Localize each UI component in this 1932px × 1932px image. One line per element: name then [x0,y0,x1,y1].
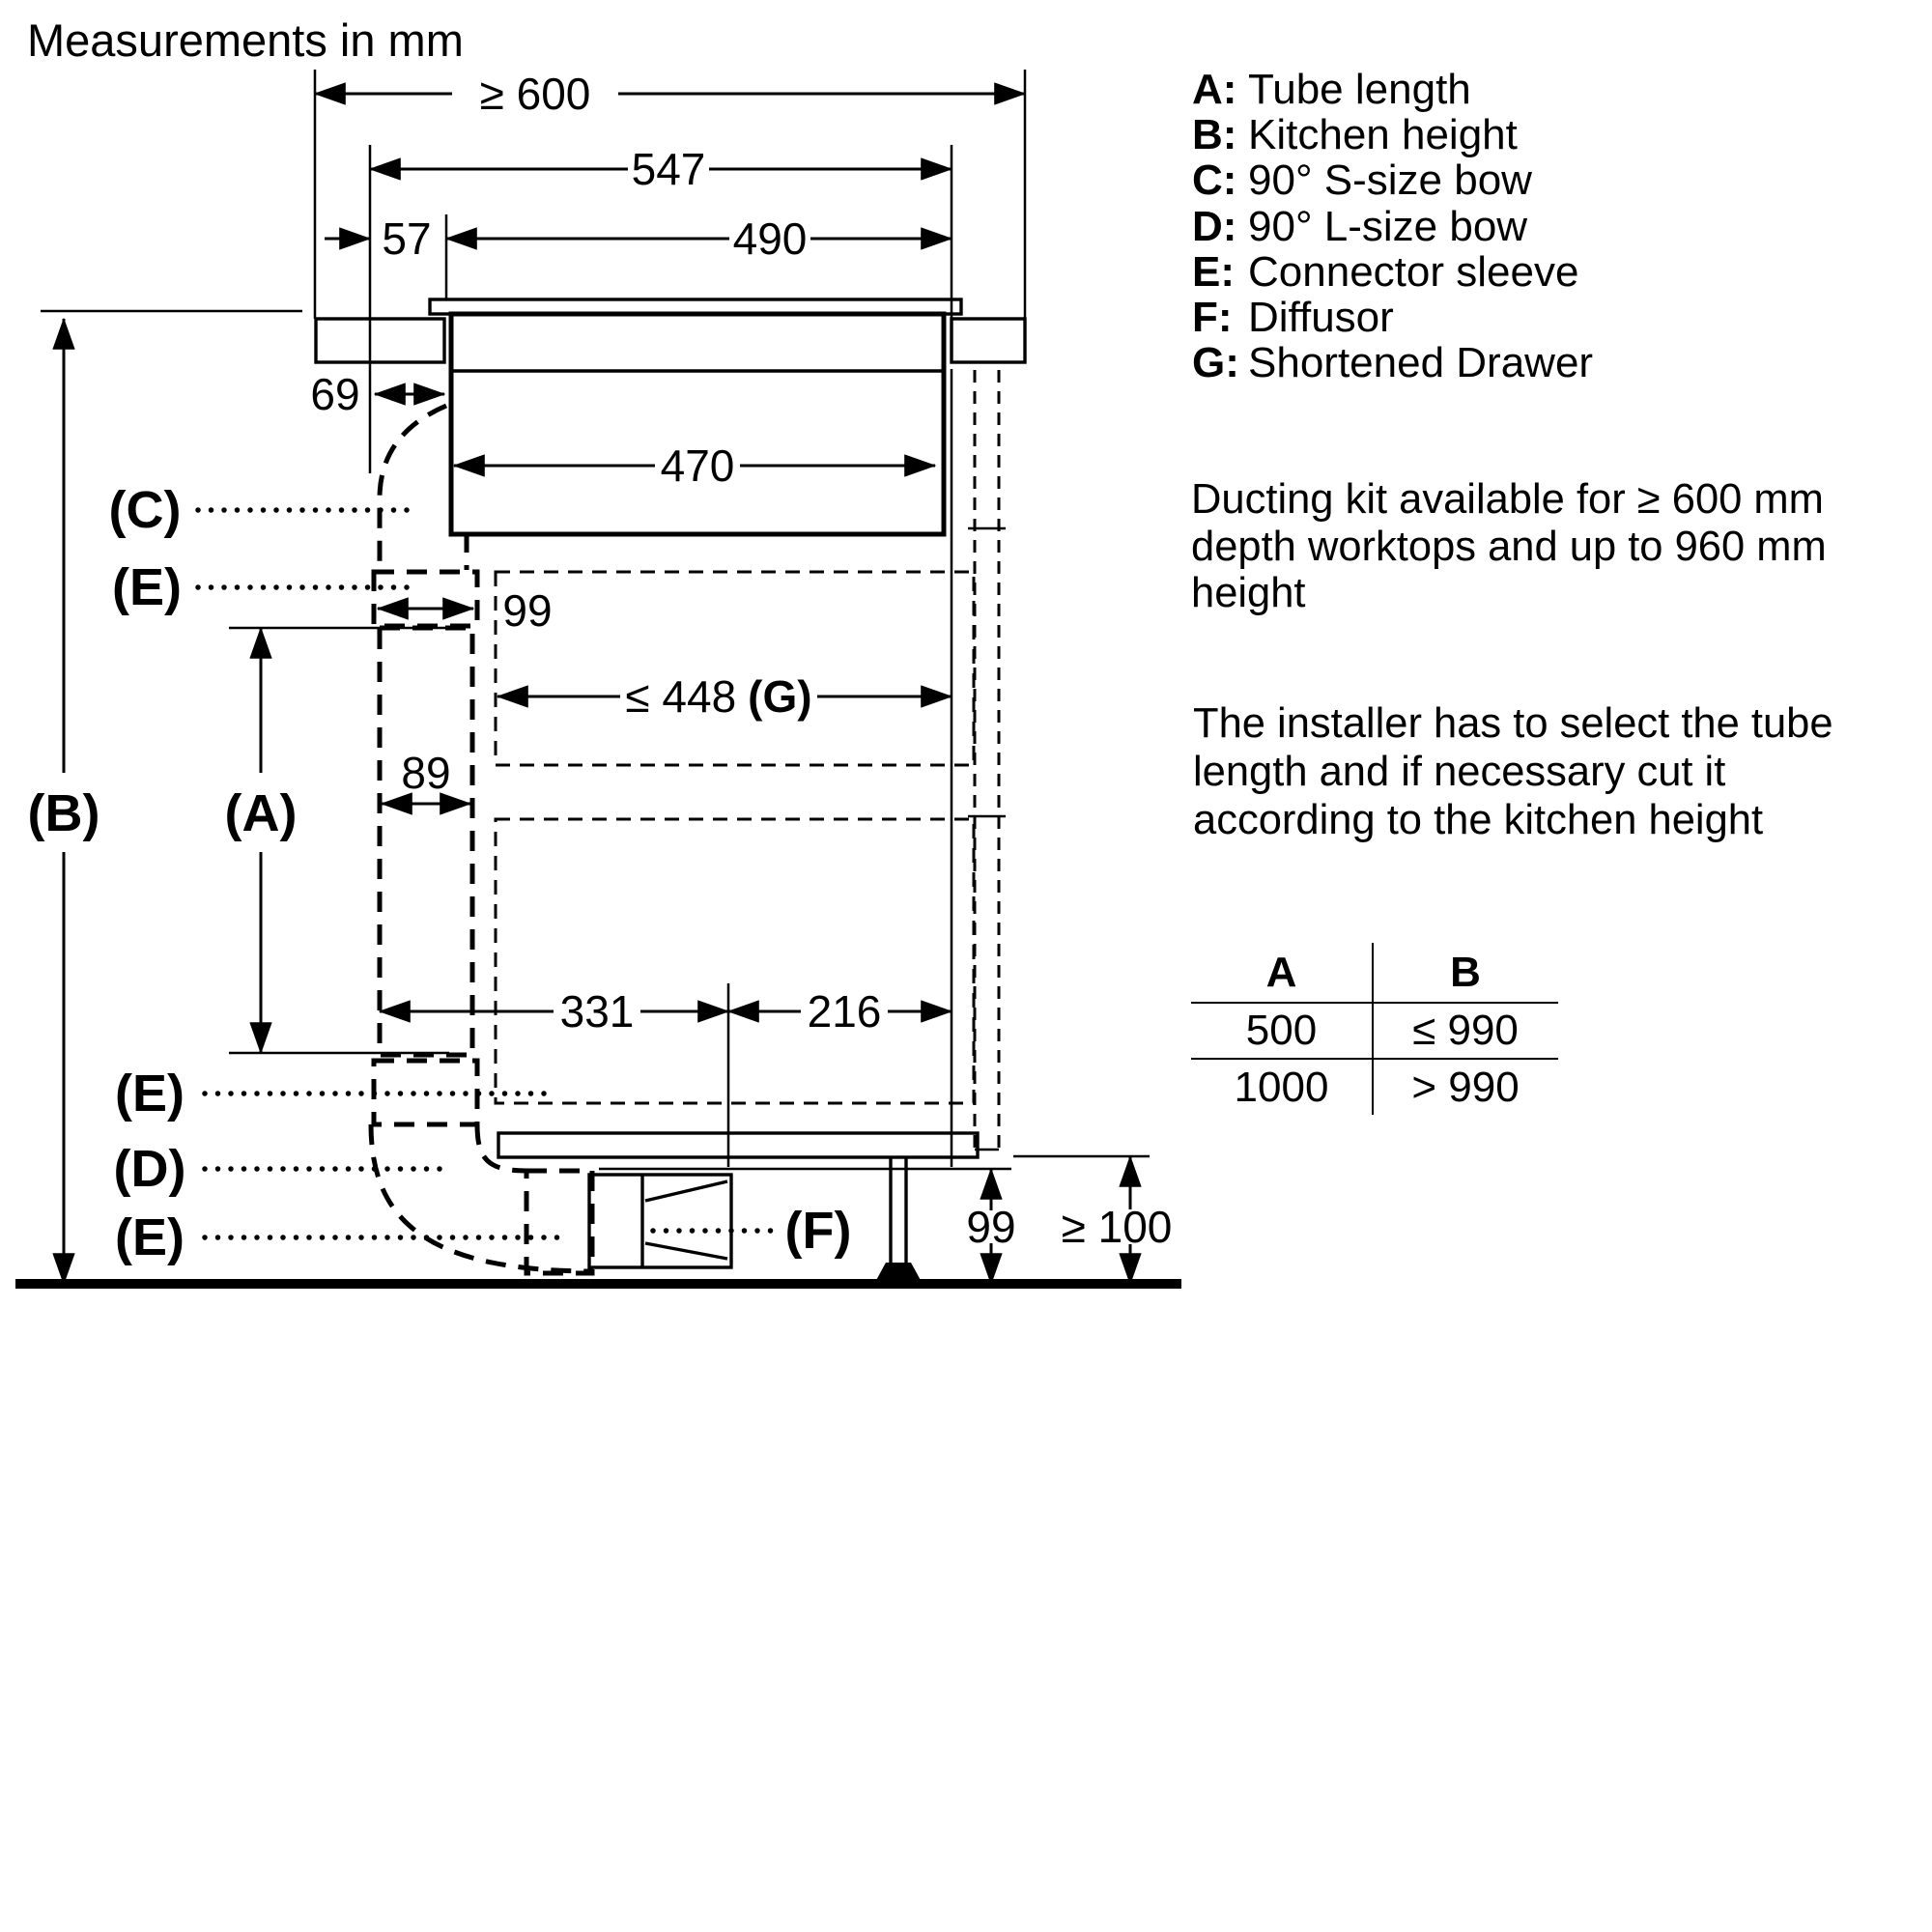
dim-duct-offset-label: 69 [310,369,360,419]
legend-item-g [1192,340,1593,385]
ref-label-connector-upper: (E) [112,558,182,616]
ref-label-l-bow: (D) [113,1140,186,1198]
legend-key: A: [1192,66,1237,113]
cabinet-bottom-shelf-hatch [498,1133,978,1157]
dim-cutout-width-label: 490 [732,213,808,264]
worktop-section-right-hatch [952,319,1025,362]
legend-label: 90° L-size bow [1248,202,1528,250]
ref-label-diffusor: (F) [784,1202,852,1260]
note-line: height [1191,570,1306,616]
dim-hob-width-label: 547 [631,144,706,194]
legend-label: Shortened Drawer [1248,339,1594,387]
legend-key: E: [1192,247,1235,296]
connector-sleeve-lower [526,1171,592,1273]
table-cell-b: ≤ 990 [1412,1007,1519,1054]
table-cell-b: > 990 [1411,1064,1520,1111]
diffusor-vane-lower [645,1243,727,1259]
l-bow-inner-curve [477,1124,526,1171]
dim-front-offset-label: 57 [382,213,432,264]
legend-item-a [1192,67,1593,112]
legend-label: Kitchen height [1248,111,1518,159]
table-row [1191,1058,1558,1115]
ref-label-connector-lower: (E) [115,1208,185,1266]
dim-worktop-depth-label: ≥ 600 [479,69,591,119]
connector-sleeve-upper [374,572,477,626]
legend-key: C: [1192,156,1237,205]
legend-key: G: [1192,339,1239,387]
legend-label: Diffusor [1248,294,1394,342]
drawer-upper-outline [496,572,974,765]
table-header-a: A [1191,943,1374,1002]
dim-connector-width-label: 99 [502,585,553,636]
note-line: length and if necessary cut it [1193,749,1726,795]
dim-drawer-depth-label: ≤ 448 (G) [625,671,812,722]
legend-label: Tube length [1248,66,1471,113]
table-header-b: B [1450,949,1481,996]
legend-label: 90° S-size bow [1248,156,1532,205]
dim-hob-inner-label: 470 [660,440,735,491]
table-row [1191,1002,1558,1058]
table-header-row [1191,943,1558,1002]
dim-front-zone-label: 331 [559,986,635,1037]
diffusor-box [589,1175,731,1267]
l-bow-outer-curve [371,1124,593,1271]
worktop-section-left-hatch [316,319,444,362]
legend-key: F: [1192,294,1233,342]
ref-label-kitchen-height: (B) [27,784,100,842]
legend-item-d [1192,204,1593,249]
note-line: The installer has to select the tube [1193,700,1833,747]
dim-tube-width-label: 89 [401,748,451,798]
table-cell-a: 1000 [1191,1060,1374,1115]
legend-key: D: [1192,202,1237,250]
ref-label-connector-middle: (E) [115,1065,185,1122]
table-cell-a: 500 [1191,1004,1374,1058]
installer-note [1193,699,1833,844]
tube-length-table [1191,943,1558,1115]
legend-item-b [1192,112,1593,157]
legend-key: B: [1192,111,1237,159]
ref-label-tube-length: (A) [224,784,298,842]
note-line: Ducting kit available for ≥ 600 mm [1191,476,1824,523]
dim-floor-clearance-label: ≥ 100 [1061,1202,1173,1252]
ducting-kit-note [1191,476,1827,617]
flat-duct-tube [380,628,472,1055]
note-line: depth worktops and up to 960 mm [1191,523,1827,570]
legend-item-f [1192,295,1593,340]
ref-label-s-bow: (C) [108,481,182,539]
diffusor-vane-upper [645,1181,727,1201]
page-title: Measurements in mm [27,14,464,66]
dim-rear-zone-label: 216 [807,986,882,1037]
parts-legend [1192,67,1593,385]
s-bow-outer-curve [380,406,446,570]
legend-label: Connector sleeve [1248,247,1579,296]
dim-diffusor-height-label: 99 [966,1202,1016,1252]
legend-item-c [1192,157,1593,203]
hob-body [451,314,944,534]
note-line: according to the kitchen height [1193,797,1764,843]
drawer-lower-outline [496,819,974,1103]
legend-item-e [1192,249,1593,295]
